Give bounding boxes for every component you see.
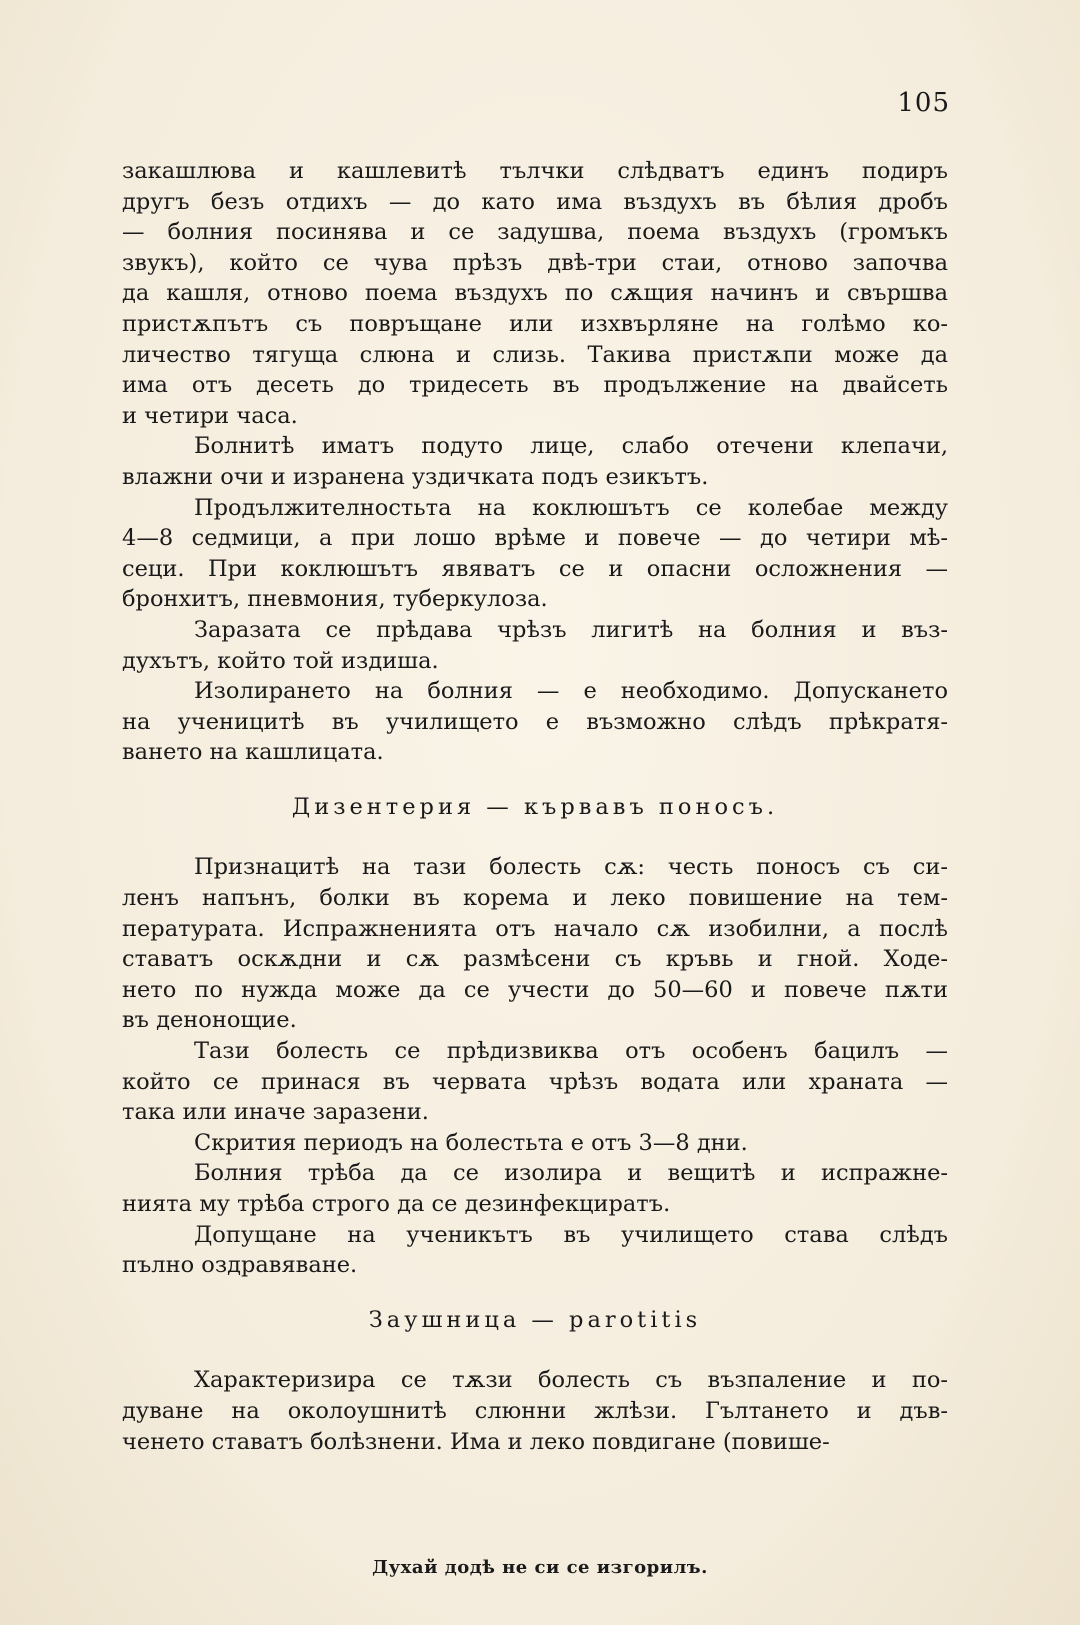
text-line: ченето ставатъ болѣзнени. Има и леко повдигане (повише-: [122, 1428, 830, 1455]
text-line: Скрития периодъ на болестьта е отъ 3—8 дни.: [194, 1129, 748, 1156]
paragraph: [122, 1128, 948, 1159]
paragraph: [122, 676, 948, 768]
text-line: Признацитѣ на тази болесть сѫ: честь поносъ съ си-: [194, 854, 948, 881]
text-line: Тази болесть се прѣдизвиква отъ особенъ бацилъ —: [194, 1038, 948, 1065]
page-number: 105: [897, 88, 950, 118]
paragraph: [122, 852, 948, 1036]
text-line: влажни очи и изранена уздичката подъ езикътъ.: [122, 463, 709, 490]
text-line: Болния трѣба да се изолира и вещитѣ и испражне-: [194, 1160, 948, 1187]
text-line: който се принася въ червата чрѣзъ водата или храната —: [122, 1068, 948, 1095]
text-line: да кашля, отново поема въздухъ по сѫщия начинъ и свършва: [122, 280, 948, 307]
paragraph: [122, 1158, 948, 1219]
section-whooping-cough-continued: [122, 156, 948, 768]
paragraph: [122, 493, 948, 615]
text-line: Допущане на ученикътъ въ училището става слѣдъ: [194, 1221, 948, 1248]
text-line: Изолирането на болния — е необходимо. Допускането: [194, 678, 948, 705]
text-line: така или иначе заразени.: [122, 1099, 429, 1126]
text-line: пълно оздравяване.: [122, 1252, 358, 1279]
heading-mumps: Заушница — parotitis: [368, 1306, 702, 1333]
text-line: сеци. При коклюшътъ явяватъ се и опасни осложнения —: [122, 555, 948, 582]
paragraph: [122, 156, 948, 431]
text-line: Продължителностьта на коклюшътъ се колебае между: [194, 494, 948, 521]
text-line: пристѫпътъ съ повръщане или изхвърляне на голѣмо ко-: [122, 310, 948, 337]
paragraph: [122, 1220, 948, 1281]
text-line: ленъ напънъ, болки въ корема и леко повишение на тем-: [122, 885, 948, 912]
text-line: Болнитѣ иматъ подуто лице, слабо отечени клепачи,: [194, 433, 948, 460]
section-dysentery: [122, 852, 948, 1280]
text-line: нията му трѣба строго да се дезинфекциратъ.: [122, 1191, 671, 1217]
text-line: звукъ), който се чува прѣзъ двѣ-три стаи, отново започва: [122, 249, 948, 276]
text-line: и четири часа.: [122, 402, 298, 429]
text-line: ването на кашлицата.: [122, 739, 384, 766]
text-line: нето по нужда може да се учести до 50—60 и повече пѫти: [122, 976, 948, 1003]
text-line: закашлюва и кашлевитѣ тълчки слѣдватъ единъ подиръ: [122, 158, 948, 184]
text-line: 4—8 седмици, а при лошо врѣме и повече — до четири мѣ-: [122, 525, 948, 552]
text-line: другъ безъ отдихъ — до като има въздухъ въ бѣлия дробъ: [122, 188, 948, 215]
text-line: Характеризира се тѫзи болесть съ възпаление и по-: [194, 1367, 948, 1394]
text-line: въ денонощие.: [122, 1007, 297, 1034]
text-line: пературата. Испражненията отъ начало сѫ изобилни, а послѣ: [122, 915, 948, 942]
paragraph: [122, 1365, 948, 1457]
footer-proverb: Духай додѣ не си се изгорилъ.: [372, 1557, 708, 1578]
text-line: Заразата се прѣдава чрѣзъ лигитѣ на болния и въз-: [194, 616, 948, 643]
text-line: има отъ десеть до тридесеть въ продължение на двайсеть: [122, 372, 948, 399]
text-line: дуване на околоушнитѣ слюнни жлѣзи. Гълтането и дъв-: [122, 1397, 948, 1424]
text-line: бронхитъ, пневмония, туберкулоза.: [122, 586, 548, 613]
paragraph: [122, 431, 948, 492]
text-line: ставатъ оскѫдни и сѫ размѣсени съ кръвь и гной. Ходе-: [122, 946, 948, 973]
section-mumps: [122, 1365, 948, 1457]
text-line: на ученицитѣ въ училището е възможно слѣдъ прѣкратя-: [122, 708, 948, 735]
text-line: личество тягуща слюна и слизь. Такива пристѫпи може да: [122, 341, 948, 368]
heading-dysentery: Дизентерия — кървавъ поносъ.: [291, 793, 779, 820]
page-body: [122, 156, 948, 1457]
paragraph: [122, 615, 948, 676]
text-line: духътъ, който той издиша.: [122, 647, 439, 674]
paragraph: [122, 1036, 948, 1128]
text-line: — болния посинява и се задушва, поема въздухъ (громъкъ: [122, 219, 948, 246]
